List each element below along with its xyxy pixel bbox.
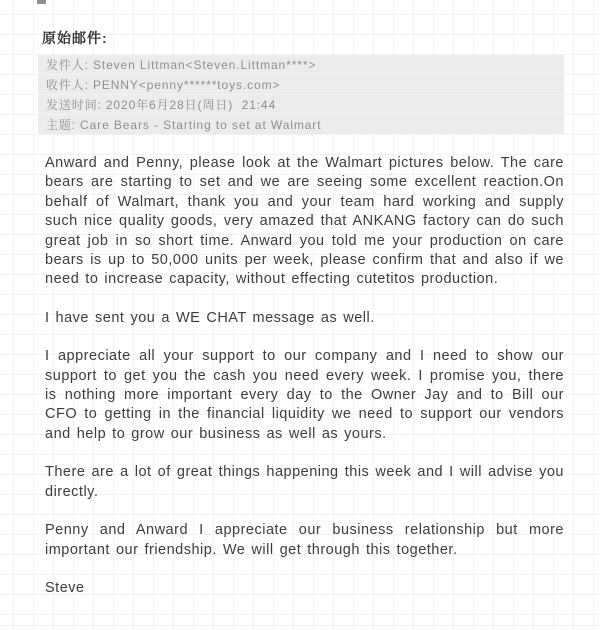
email-paragraph-1: Anward and Penny, please look at the Walmart pictures below. The care bears are starting to set and we are seeing some excellent reaction.On behalf of Walmart, thank you and your team hard working and supply such nice quality goods, very amazed that ANKANG factory can do such great job in so short time. Anward you told me your production on care bears is up to 50,000 units per week, please confirm that and also if we need to increase capacity, without effecting cutetitos production. [45, 155, 564, 288]
from-value: Steven Littman<Steven.Littman****> [92, 58, 317, 72]
email-body [38, 154, 564, 598]
sent-time-label: 发送时间: [46, 98, 102, 112]
email-paragraph-5: Penny and Anward I appreciate our business relationship but more important our friendship. We will get through this together. [45, 522, 564, 558]
meta-row-subject [38, 115, 564, 134]
meta-row-to [38, 75, 564, 94]
from-label: 发件人: [46, 58, 89, 72]
subject-label: 主题: [46, 118, 77, 132]
to-value: PENNY<penny******toys.com> [92, 78, 281, 92]
email-signature: Steve [45, 579, 85, 596]
top-left-marker [37, 0, 46, 4]
sent-time-value: 2020年6月28日(周日) 21:44 [105, 98, 277, 112]
email-meta-block [38, 55, 564, 134]
meta-row-sent-time [38, 95, 564, 114]
to-label: 收件人: [46, 78, 89, 92]
email-paragraph-3: I appreciate all your support to our company and I need to show our support to get you the cash you need every week. I promise you, there is nothing more important every day to the Owner Jay and to Bill our CFO to getting in the financial liquidity we need to support our vendors and help to grow our business as well as yours. [45, 348, 564, 442]
original-mail-label: 原始邮件: [42, 30, 108, 46]
email-paragraph-2: I have sent you a WE CHAT message as well. [45, 309, 375, 326]
subject-value: Care Bears - Starting to set at Walmart [80, 118, 322, 132]
meta-row-from [38, 55, 564, 74]
email-paragraph-4: There are a lot of great things happening this week and I will advise you directly. [45, 464, 564, 500]
email-content [38, 28, 564, 617]
